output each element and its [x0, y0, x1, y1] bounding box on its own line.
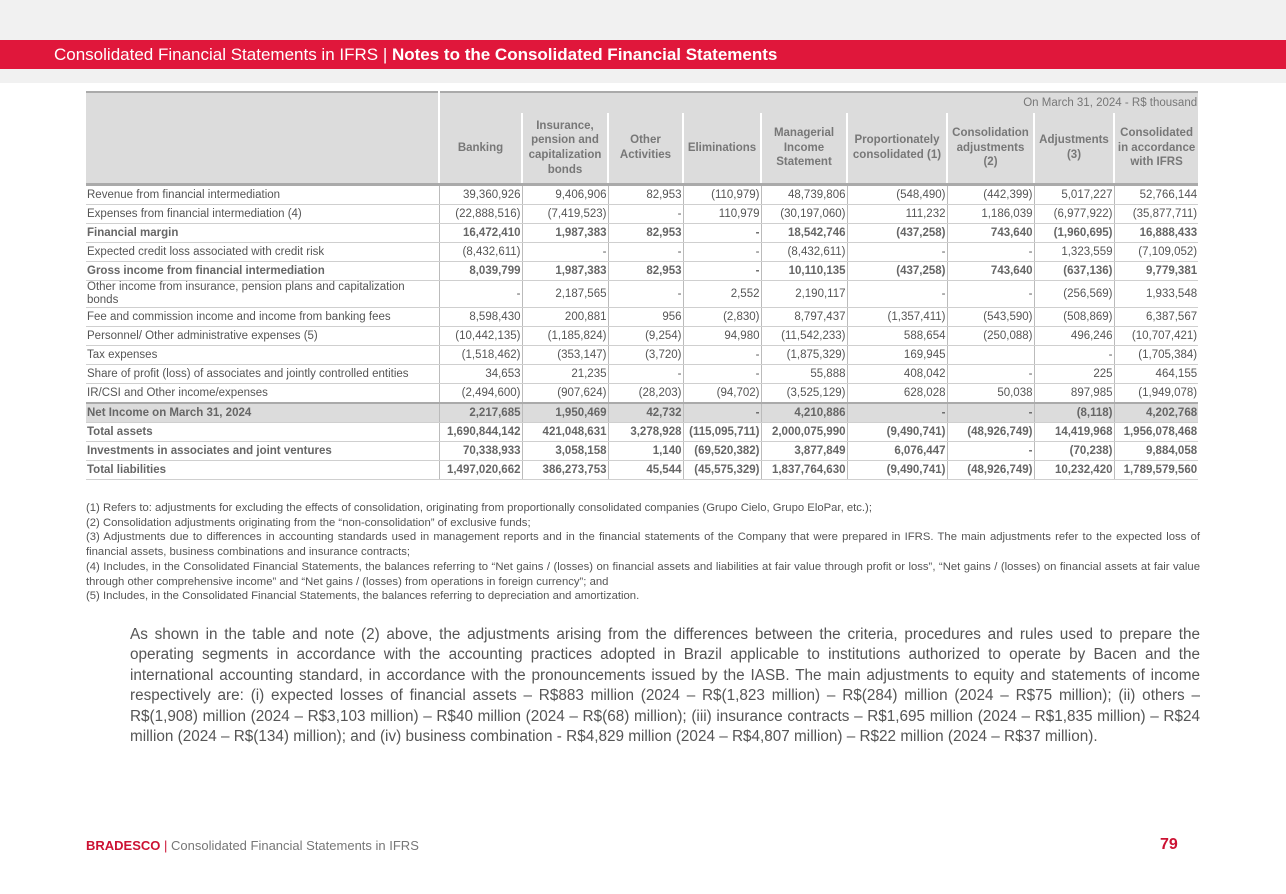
table-row	[86, 365, 1198, 384]
table-cell: (30,197,060)	[761, 205, 847, 224]
table-cell: (543,590)	[947, 308, 1034, 327]
table-cell: -	[608, 281, 683, 308]
table-cell: (442,399)	[947, 185, 1034, 205]
table-cell: 1,987,383	[522, 262, 608, 281]
table-row	[86, 327, 1198, 346]
table-cell: 82,953	[608, 185, 683, 205]
table-cell: (8,432,611)	[439, 243, 522, 262]
row-label: Net Income on March 31, 2024	[86, 403, 439, 423]
page-number: 79	[1160, 836, 1178, 853]
table-row	[86, 185, 1198, 205]
body-paragraph: As shown in the table and note (2) above, the adjustments arising from the differences between the criteria, procedures and rules used to prepare the operating segments in accordance with the accounting practices adopted in Brazil applicable to institutions authorized to operate by Bacen and the international accounting standard, in accordance with the pronouncements issued by the IASB. The main adjustments to equity and statements of income respectively are: (i) expected losses of financial assets – R$883 million (2024 – R$(1,823 million) – R$(284) million (2024 – R$75 million); (ii) others – R$(1,908) million (2024 – R$3,103 million) – R$40 million (2024 – R$(68) million); (iii) insurance contracts – R$1,695 million (2024 – R$1,835 million) – R$24 million (2024 – R$(134) million); and (iv) business combination - R$4,829 million (2024 – R$4,807 million) – R$22 million (2024 – R$37 million).	[130, 626, 1200, 746]
table-cell: (2,494,600)	[439, 384, 522, 404]
table-cell: (35,877,711)	[1114, 205, 1198, 224]
row-label: Expenses from financial intermediation (4)	[86, 205, 439, 224]
table-cell: -	[947, 442, 1034, 461]
table-cell: 16,888,433	[1114, 224, 1198, 243]
table-cell: (110,979)	[683, 185, 761, 205]
table-cell	[947, 346, 1034, 365]
column-header: Eliminations	[683, 113, 761, 185]
table-cell: 2,190,117	[761, 281, 847, 308]
table-cell: (10,442,135)	[439, 327, 522, 346]
table-cell: (3,525,129)	[761, 384, 847, 404]
table-cell: 743,640	[947, 224, 1034, 243]
table-cell: 1,837,764,630	[761, 461, 847, 480]
column-header: Adjustments (3)	[1034, 113, 1114, 185]
table-cell: (94,702)	[683, 384, 761, 404]
table-cell: (70,238)	[1034, 442, 1114, 461]
table-cell: (48,926,749)	[947, 461, 1034, 480]
table-cell: 9,779,381	[1114, 262, 1198, 281]
table-cell: 421,048,631	[522, 423, 608, 442]
table-cell: 21,235	[522, 365, 608, 384]
table-row	[86, 461, 1198, 480]
table-cell: 1,497,020,662	[439, 461, 522, 480]
table-cell: (250,088)	[947, 327, 1034, 346]
row-label: Total liabilities	[86, 461, 439, 480]
table-row	[86, 346, 1198, 365]
table-row	[86, 442, 1198, 461]
table-cell: 408,042	[847, 365, 947, 384]
table-cell: -	[522, 243, 608, 262]
table-cell: 2,552	[683, 281, 761, 308]
footnote: (3) Adjustments due to differences in accounting standards used in management reports and in the financial statements of the Company that were prepared in IFRS. The main adjustments refer to the expected loss of financial assets, business combinations and insurance contracts;	[86, 531, 1200, 559]
table-cell: 39,360,926	[439, 185, 522, 205]
row-label: Gross income from financial intermediation	[86, 262, 439, 281]
column-header: Managerial Income Statement	[761, 113, 847, 185]
table-cell: 110,979	[683, 205, 761, 224]
row-label: Personnel/ Other administrative expenses (5)	[86, 327, 439, 346]
table-cell: 16,472,410	[439, 224, 522, 243]
table-cell: -	[1034, 346, 1114, 365]
table-cell: -	[683, 224, 761, 243]
table-cell: (1,518,462)	[439, 346, 522, 365]
table-cell: 1,987,383	[522, 224, 608, 243]
column-header: Insurance, pension and capitalization bonds	[522, 113, 608, 185]
table-cell: (9,490,741)	[847, 423, 947, 442]
table-cell: (508,869)	[1034, 308, 1114, 327]
table-cell: 5,017,227	[1034, 185, 1114, 205]
row-label: Financial margin	[86, 224, 439, 243]
table-cell: 55,888	[761, 365, 847, 384]
section-header-bar	[0, 40, 1286, 69]
table-cell: 52,766,144	[1114, 185, 1198, 205]
table-cell: 4,210,886	[761, 403, 847, 423]
table-cell: (1,185,824)	[522, 327, 608, 346]
table-cell: 2,000,075,990	[761, 423, 847, 442]
table-cell: 200,881	[522, 308, 608, 327]
table-cell: 386,273,753	[522, 461, 608, 480]
segment-results-table	[86, 91, 1198, 480]
table-cell: 3,278,928	[608, 423, 683, 442]
table-cell: 34,653	[439, 365, 522, 384]
table-footnotes	[86, 501, 1200, 604]
footer-text: Consolidated Financial Statements in IFRS	[171, 838, 419, 853]
table-cell: 3,877,849	[761, 442, 847, 461]
column-header: Proportionately consolidated (1)	[847, 113, 947, 185]
table-cell: (115,095,711)	[683, 423, 761, 442]
table-cell: -	[683, 346, 761, 365]
table-cell: (1,705,384)	[1114, 346, 1198, 365]
table-cell: -	[683, 403, 761, 423]
table-cell: 8,039,799	[439, 262, 522, 281]
table-cell: 9,406,906	[522, 185, 608, 205]
header-title-regular: Consolidated Financial Statements in IFRS |	[54, 45, 392, 64]
table-cell: -	[847, 281, 947, 308]
footnote: (1) Refers to: adjustments for excluding the effects of consolidation, originating from proportionally consolidated companies (Grupo Cielo, Grupo EloPar, etc.);	[86, 502, 872, 514]
row-label: Investments in associates and joint ventures	[86, 442, 439, 461]
table-cell: 225	[1034, 365, 1114, 384]
table-cell: 82,953	[608, 262, 683, 281]
table-cell: 1,950,469	[522, 403, 608, 423]
row-label: Share of profit (loss) of associates and jointly controlled entities	[86, 365, 439, 384]
table-cell: (7,419,523)	[522, 205, 608, 224]
table-cell: (28,203)	[608, 384, 683, 404]
table-cell: 1,323,559	[1034, 243, 1114, 262]
table-cell: 1,140	[608, 442, 683, 461]
table-cell: (3,720)	[608, 346, 683, 365]
table-cell: 2,187,565	[522, 281, 608, 308]
table-cell: (1,949,078)	[1114, 384, 1198, 404]
table-cell: (548,490)	[847, 185, 947, 205]
row-label: IR/CSI and Other income/expenses	[86, 384, 439, 404]
table-cell: -	[439, 281, 522, 308]
table-cell: (1,875,329)	[761, 346, 847, 365]
table-cell: 1,789,579,560	[1114, 461, 1198, 480]
table-cell: -	[847, 243, 947, 262]
table-unit-label: On March 31, 2024 - R$ thousand	[439, 92, 1198, 113]
table-cell: 10,110,135	[761, 262, 847, 281]
column-header: Other Activities	[608, 113, 683, 185]
table-row	[86, 243, 1198, 262]
table-cell: 48,739,806	[761, 185, 847, 205]
table-cell: (6,977,922)	[1034, 205, 1114, 224]
table-row	[86, 205, 1198, 224]
top-margin	[0, 0, 1286, 40]
table-cell: 6,387,567	[1114, 308, 1198, 327]
footnote: (5) Includes, in the Consolidated Financial Statements, the balances referring to depreciation and amortization.	[86, 590, 640, 603]
footer-separator: |	[160, 838, 172, 853]
table-cell: 464,155	[1114, 365, 1198, 384]
header-title-bold: Notes to the Consolidated Financial Statements	[391, 45, 778, 64]
table-cell: 70,338,933	[439, 442, 522, 461]
table-cell: 897,985	[1034, 384, 1114, 404]
table-cell: 6,076,447	[847, 442, 947, 461]
table-cell: -	[847, 403, 947, 423]
table-cell: (45,575,329)	[683, 461, 761, 480]
row-label: Other income from insurance, pension plans and capitalization bonds	[86, 281, 439, 308]
table-cell: (907,624)	[522, 384, 608, 404]
table-cell: (1,960,695)	[1034, 224, 1114, 243]
table-cell: (353,147)	[522, 346, 608, 365]
table-row	[86, 403, 1198, 423]
table-cell: 4,202,768	[1114, 403, 1198, 423]
table-cell: (7,109,052)	[1114, 243, 1198, 262]
table-cell: 628,028	[847, 384, 947, 404]
table-cell: 9,884,058	[1114, 442, 1198, 461]
column-header: Consolidated in accordance with IFRS	[1114, 113, 1198, 185]
table-cell: (9,490,741)	[847, 461, 947, 480]
table-cell: (9,254)	[608, 327, 683, 346]
table-cell: -	[683, 365, 761, 384]
table-cell: 94,980	[683, 327, 761, 346]
table-cell: 8,797,437	[761, 308, 847, 327]
table-cell: -	[608, 243, 683, 262]
header-underlay	[0, 69, 1286, 83]
table-cell: (1,357,411)	[847, 308, 947, 327]
table-cell: 169,945	[847, 346, 947, 365]
table-cell: 743,640	[947, 262, 1034, 281]
table-cell: (637,136)	[1034, 262, 1114, 281]
table-cell: 8,598,430	[439, 308, 522, 327]
table-cell: -	[608, 205, 683, 224]
table-cell: 3,058,158	[522, 442, 608, 461]
table-cell: 10,232,420	[1034, 461, 1114, 480]
table-cell: -	[947, 281, 1034, 308]
column-header: Consolidation adjustments (2)	[947, 113, 1034, 185]
table-row	[86, 262, 1198, 281]
table-row	[86, 308, 1198, 327]
table-cell: (69,520,382)	[683, 442, 761, 461]
table-cell: -	[608, 365, 683, 384]
table-cell: 1,690,844,142	[439, 423, 522, 442]
table-cell: (2,830)	[683, 308, 761, 327]
footnote: (4) Includes, in the Consolidated Financial Statements, the balances referring to “Net gains / (losses) on financial assets and liabilities at fair value through profit or loss”, “Net gains / (losses) on financial assets at fair value through other comprehensive income” and “Net gains / (losses) from operations in foreign currency”; and	[86, 560, 1200, 588]
table-row	[86, 224, 1198, 243]
table-row	[86, 384, 1198, 404]
table-cell: (256,569)	[1034, 281, 1114, 308]
column-header: Banking	[439, 113, 522, 185]
footer-brand: BRADESCO	[86, 838, 161, 853]
table-cell: -	[947, 365, 1034, 384]
table-cell: -	[947, 243, 1034, 262]
table-cell: (8,118)	[1034, 403, 1114, 423]
table-cell: (11,542,233)	[761, 327, 847, 346]
row-label: Revenue from financial intermediation	[86, 185, 439, 205]
table-cell: 82,953	[608, 224, 683, 243]
table-cell: 588,654	[847, 327, 947, 346]
table-cell: (48,926,749)	[947, 423, 1034, 442]
table-cell: 18,542,746	[761, 224, 847, 243]
table-corner-cell	[86, 92, 439, 185]
table-unit-row	[86, 92, 1198, 113]
table-cell: 14,419,968	[1034, 423, 1114, 442]
table-cell: 956	[608, 308, 683, 327]
table-cell: 45,544	[608, 461, 683, 480]
table-cell: -	[683, 243, 761, 262]
table-cell: 496,246	[1034, 327, 1114, 346]
row-label: Fee and commission income and income from banking fees	[86, 308, 439, 327]
table-cell: 1,933,548	[1114, 281, 1198, 308]
page-footer	[86, 838, 419, 853]
footnote: (2) Consolidation adjustments originating from the “non-consolidation” of exclusive funds;	[86, 516, 531, 529]
table-cell: -	[683, 262, 761, 281]
table-cell: (22,888,516)	[439, 205, 522, 224]
table-cell: 50,038	[947, 384, 1034, 404]
row-label: Tax expenses	[86, 346, 439, 365]
row-label: Total assets	[86, 423, 439, 442]
table-cell: (437,258)	[847, 262, 947, 281]
table-cell: (10,707,421)	[1114, 327, 1198, 346]
table-cell: (437,258)	[847, 224, 947, 243]
table-cell: -	[947, 403, 1034, 423]
table-cell: 1,186,039	[947, 205, 1034, 224]
table-cell: 42,732	[608, 403, 683, 423]
table-row	[86, 281, 1198, 308]
row-label: Expected credit loss associated with credit risk	[86, 243, 439, 262]
table-cell: 1,956,078,468	[1114, 423, 1198, 442]
table-cell: (8,432,611)	[761, 243, 847, 262]
table-cell: 2,217,685	[439, 403, 522, 423]
table-row	[86, 423, 1198, 442]
table-cell: 111,232	[847, 205, 947, 224]
